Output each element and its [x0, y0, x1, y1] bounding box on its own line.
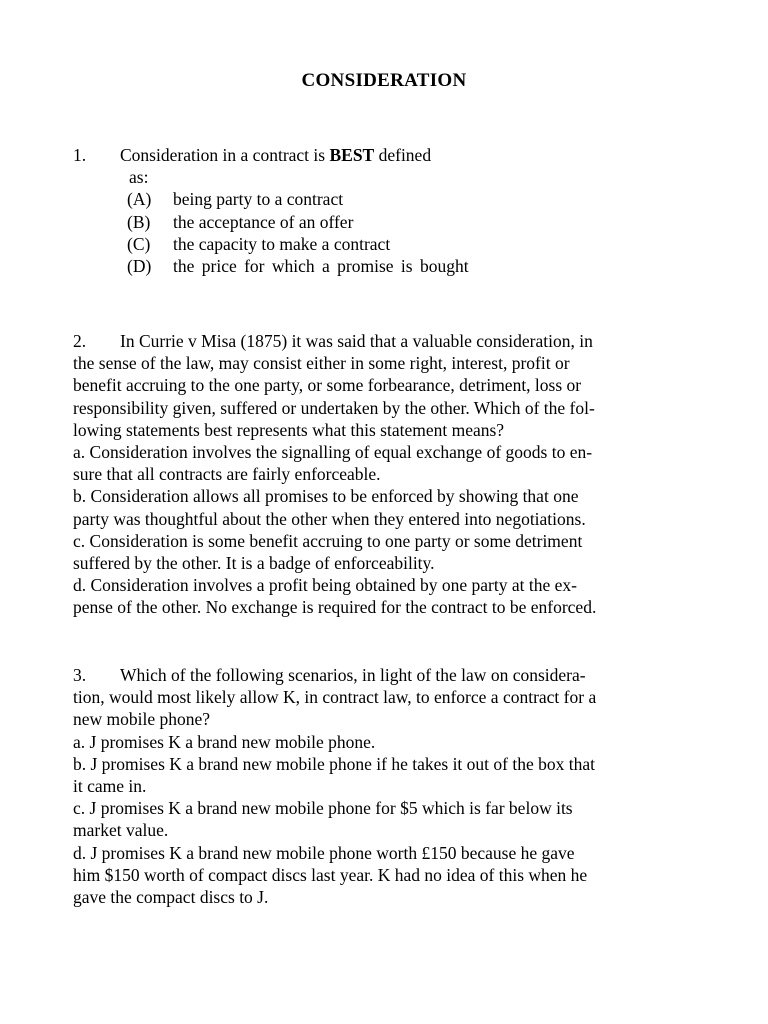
question-3-number: 3. [73, 665, 87, 685]
question-2-line: benefit accruing to the one party, or some forbearance, detriment, loss or [73, 375, 582, 396]
question-3-option-d-cont: gave the compact discs to J. [73, 887, 269, 908]
question-1-option-b [73, 211, 713, 233]
question-2-option-c: c. Consideration is some benefit accruing to one party or some detriment [73, 530, 583, 551]
question-1-stem-end: defined [374, 145, 432, 165]
question-1-option-d [73, 255, 713, 277]
question-2-line [73, 330, 703, 352]
question-2-option-d: d. Consideration involves a profit being obtained by one party at the ex- [73, 575, 577, 596]
question-3-option-a: a. J promises K a brand new mobile phone. [73, 731, 376, 752]
question-1-stem-continued: as: [129, 167, 149, 188]
option-text: the capacity to make a contract [173, 233, 391, 254]
question-2-option-a: a. Consideration involves the signalling of equal exchange of goods to en- [73, 442, 593, 463]
question-1-stem [73, 144, 713, 166]
question-2-option-b-cont: party was thoughtful about the other when they entered into negotiations. [73, 508, 586, 529]
question-1 [73, 144, 713, 277]
question-3-text: Which of the following scenarios, in light of the law on considera- [120, 665, 586, 685]
page-title: CONSIDERATION [301, 70, 467, 91]
option-letter: (C) [127, 233, 151, 254]
question-2-option-d-cont: pense of the other. No exchange is required for the contract to be enforced. [73, 597, 597, 618]
question-1-number: 1. [73, 145, 87, 165]
question-2 [73, 330, 703, 619]
question-3-option-c-cont: market value. [73, 820, 169, 841]
question-2-option-c-cont: suffered by the other. It is a badge of enforceability. [73, 553, 435, 574]
option-text: the price for which a promise is bought [173, 256, 469, 277]
question-3-option-c: c. J promises K a brand new mobile phone for $5 which is far below its [73, 798, 573, 819]
question-1-option-a [73, 188, 713, 210]
question-3-option-b-cont: it came in. [73, 776, 147, 797]
question-2-number: 2. [73, 331, 87, 351]
question-3-line [73, 664, 703, 686]
option-letter: (D) [127, 256, 152, 277]
question-2-line: the sense of the law, may consist either in some right, interest, profit or [73, 353, 570, 374]
option-letter: (A) [127, 189, 152, 210]
question-2-line: responsibility given, suffered or undertaken by the other. Which of the fol- [73, 397, 595, 418]
option-letter: (B) [127, 211, 151, 232]
question-2-line: lowing statements best represents what this statement means? [73, 419, 505, 440]
question-2-option-a-cont: sure that all contracts are fairly enforceable. [73, 464, 381, 485]
question-3-line: tion, would most likely allow K, in contract law, to enforce a contract for a [73, 687, 597, 708]
question-3-option-d: d. J promises K a brand new mobile phone worth £150 because he gave [73, 842, 575, 863]
question-2-option-b: b. Consideration allows all promises to be enforced by showing that one [73, 486, 579, 507]
question-3-option-b: b. J promises K a brand new mobile phone if he takes it out of the box that [73, 753, 595, 774]
option-text: the acceptance of an offer [173, 211, 354, 232]
option-text: being party to a contract [173, 189, 344, 210]
question-2-text: In Currie v Misa (1875) it was said that a valuable consideration, in [120, 331, 593, 351]
question-3-option-d-cont: him $150 worth of compact discs last year. K had no idea of this when he [73, 864, 588, 885]
question-1-stem-bold: BEST [329, 145, 375, 165]
question-3-line: new mobile phone? [73, 709, 211, 730]
question-3 [73, 664, 703, 908]
question-1-option-c [73, 233, 713, 255]
question-1-stem-text: Consideration in a contract is [120, 145, 330, 165]
